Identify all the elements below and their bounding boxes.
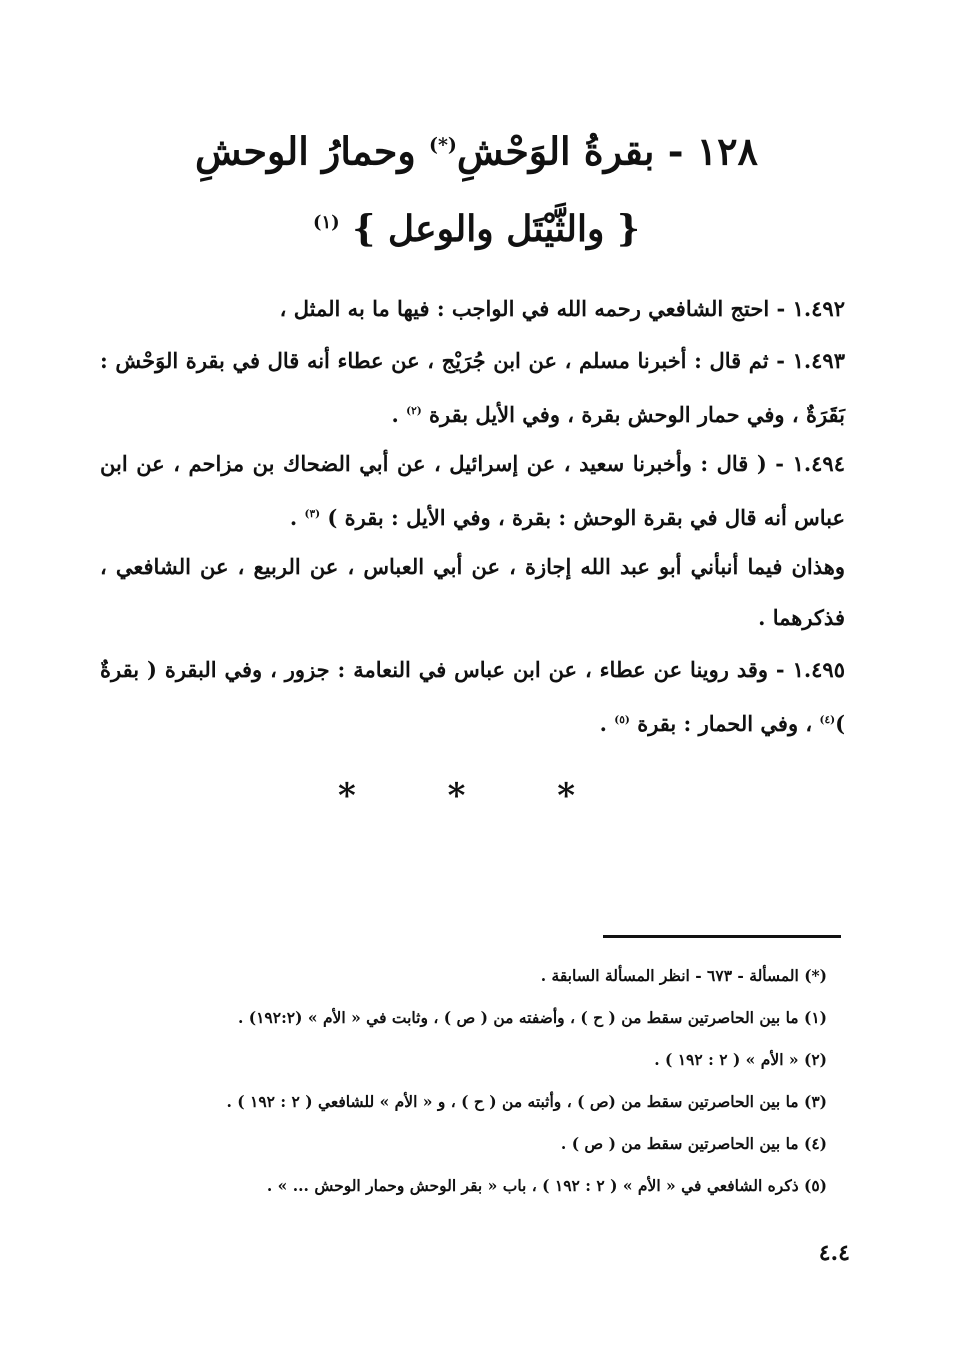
paragraph-chain	[100, 541, 845, 643]
paragraph-1494	[100, 438, 845, 543]
paragraph-1492	[100, 283, 845, 334]
footnote-divider	[603, 935, 841, 938]
paragraph-text: ١.٤٩٣ - ثم قال : أخبرنا مسلم ، عن ابن جُرَيْج ، عن عطاء أنه قال في بقرة الوَحْش : بَقَرَةٌ ، وفي حمار الوحش بقرة ، وفي الأيل بقرة	[100, 348, 845, 427]
footnote-mark-5: (٥)	[614, 714, 630, 726]
chapter-title-rest: وحمارُ الوحشِ	[195, 128, 429, 174]
paragraph-text: ١.٤٩٤ - ( قال : وأخبرنا سعيد ، عن إسرائيل ، عن أبي الضحاك بن مزاحم ، عن ابن عباس أنه قال في بقرة الوحش : بقرة ، وفي الأيل : بقرة )	[100, 451, 845, 530]
paragraph-text: ١.٤٩٢ - احتج الشافعي رحمه الله في الواجب : فيها ما به المثل ،	[279, 296, 845, 321]
footnote-2: (٢) « الأم » ( ٢ : ١٩٢ ) .	[654, 1050, 827, 1069]
chapter-subtitle	[100, 196, 853, 256]
footnote-5: (٥) ذكره الشافعي في « الأم » ( ٢ : ١٩٢ ) ، باب « بقر الوحش وحمار الوحش ... » .	[266, 1176, 827, 1195]
chapter-title-footnote-mark: (*)	[428, 134, 457, 156]
footnote-4: (٤) ما بين الحاصرتين سقط من ( ص ) .	[560, 1134, 827, 1153]
footnote-mark-2: (٢)	[406, 405, 422, 417]
paragraph-text: ١.٤٩٥ - وقد روينا عن عطاء ، عن ابن عباس في النعامة : جزور ، وفي البقرة ( بقرةٌ )	[100, 657, 845, 736]
paragraph-tail: .	[599, 711, 615, 736]
paragraph-tail: .	[289, 505, 305, 530]
chapter-subtitle-footnote-mark: (١)	[312, 212, 340, 233]
footnote-mark-4: (٤)	[819, 714, 836, 726]
paragraph-1495	[100, 644, 845, 749]
paragraph-tail: .	[391, 402, 407, 427]
page-number: ٤.٤	[818, 1240, 850, 1266]
paragraph-middle: ، وفي الحمار : بقرة	[637, 711, 820, 736]
footnote-3: (٣) ما بين الحاصرتين سقط من (ص ) ، وأثبته من ( ح ) ، و « الأم » للشافعي ( ٢ : ١٩٢ ) .	[226, 1092, 827, 1111]
section-separator: * * *	[337, 776, 615, 816]
footnote-star: (*) المسألة - ٦٧٣ - انظر المسألة السابقة .	[540, 966, 827, 985]
footnote-1: (١) ما بين الحاصرتين سقط من ( ح ) ، وأضفته من ( ص ) ، وثابت في « الأم » (١٩٢:٢) .	[237, 1008, 827, 1027]
chapter-title-text: ١٢٨ - بقرةُ الوَحْشِ	[456, 128, 758, 174]
paragraph-text: وهذان فيما أنبأني أبو عبد الله إجازة ، عن أبي العباس ، عن الربيع ، عن الشافعي ، فذكرهما .	[100, 554, 845, 630]
footnote-mark-3: (٣)	[304, 508, 321, 520]
chapter-subtitle-text: { والثَّيْتَل والوعل }	[352, 208, 641, 250]
chapter-title	[100, 118, 853, 179]
paragraph-1493	[100, 335, 845, 440]
footnotes-list	[100, 955, 827, 1207]
